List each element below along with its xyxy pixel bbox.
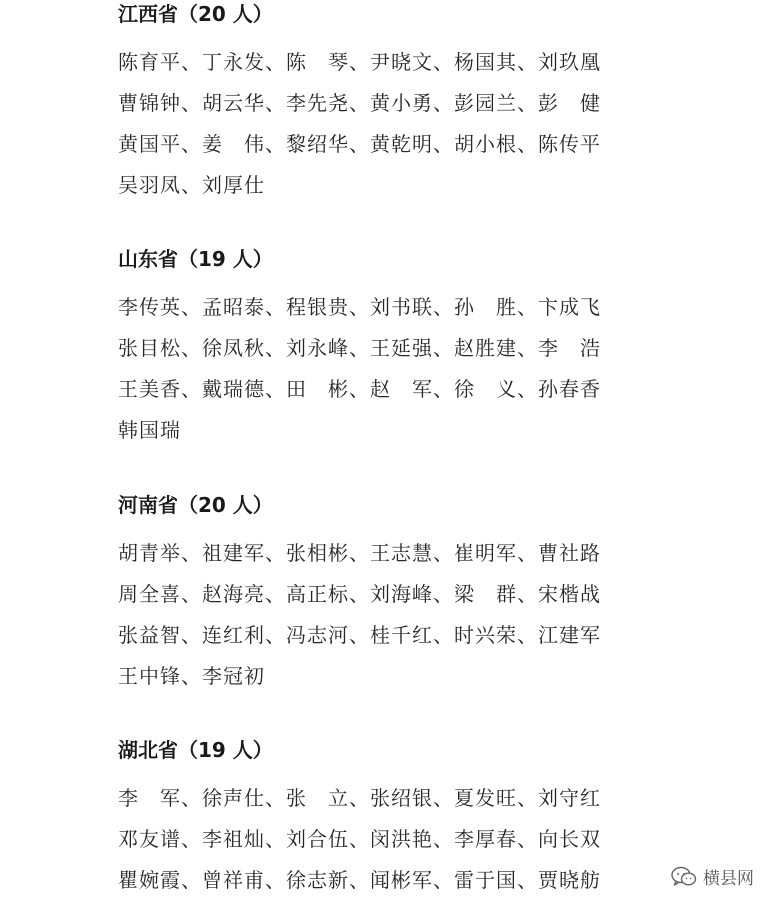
name-line: 瞿婉霞、曾祥甫、徐志新、闻彬军、雷于国、贾晓舫 [118, 868, 601, 892]
name-list [118, 42, 601, 206]
watermark [667, 862, 758, 891]
wechat-icon [671, 866, 697, 888]
section-jiangxi [118, 2, 601, 206]
section-heading: 山东省（19 人） [118, 247, 273, 271]
name-line: 胡青举、祖建军、张相彬、王志慧、崔明军、曹社路 [118, 541, 601, 565]
section-heading: 河南省（20 人） [118, 493, 273, 517]
name-line: 吴羽凤、刘厚仕 [118, 173, 265, 197]
name-line: 王中锋、李冠初 [118, 664, 265, 688]
name-line: 韩国瑞 [118, 418, 181, 442]
watermark-text: 横县网 [703, 869, 754, 889]
name-list [118, 533, 601, 697]
name-line: 陈育平、丁永发、陈 琴、尹晓文、杨国其、刘玖凰 [118, 50, 601, 74]
name-line: 李传英、孟昭泰、程银贵、刘书联、孙 胜、卞成飞 [118, 295, 601, 319]
section-heading: 江西省（20 人） [118, 2, 273, 26]
name-line: 曹锦钟、胡云华、李先尧、黄小勇、彭园兰、彭 健 [118, 91, 601, 115]
name-line: 王美香、戴瑞德、田 彬、赵 军、徐 义、孙春香 [118, 377, 601, 401]
name-list [118, 778, 601, 901]
section-shandong [118, 247, 601, 451]
name-line: 邓友谱、李祖灿、刘合伍、闵洪艳、李厚春、向长双 [118, 827, 601, 851]
section-henan [118, 493, 601, 697]
name-line: 张益智、连红利、冯志河、桂千红、时兴荣、江建军 [118, 623, 601, 647]
name-list [118, 287, 601, 451]
section-hubei [118, 738, 601, 901]
name-line: 黄国平、姜 伟、黎绍华、黄乾明、胡小根、陈传平 [118, 132, 601, 156]
name-line: 张目松、徐凤秋、刘永峰、王延强、赵胜建、李 浩 [118, 336, 601, 360]
section-heading: 湖北省（19 人） [118, 738, 273, 762]
name-line: 周全喜、赵海亮、高正标、刘海峰、梁 群、宋楷战 [118, 582, 601, 606]
name-line: 李 军、徐声仕、张 立、张绍银、夏发旺、刘守红 [118, 786, 601, 810]
